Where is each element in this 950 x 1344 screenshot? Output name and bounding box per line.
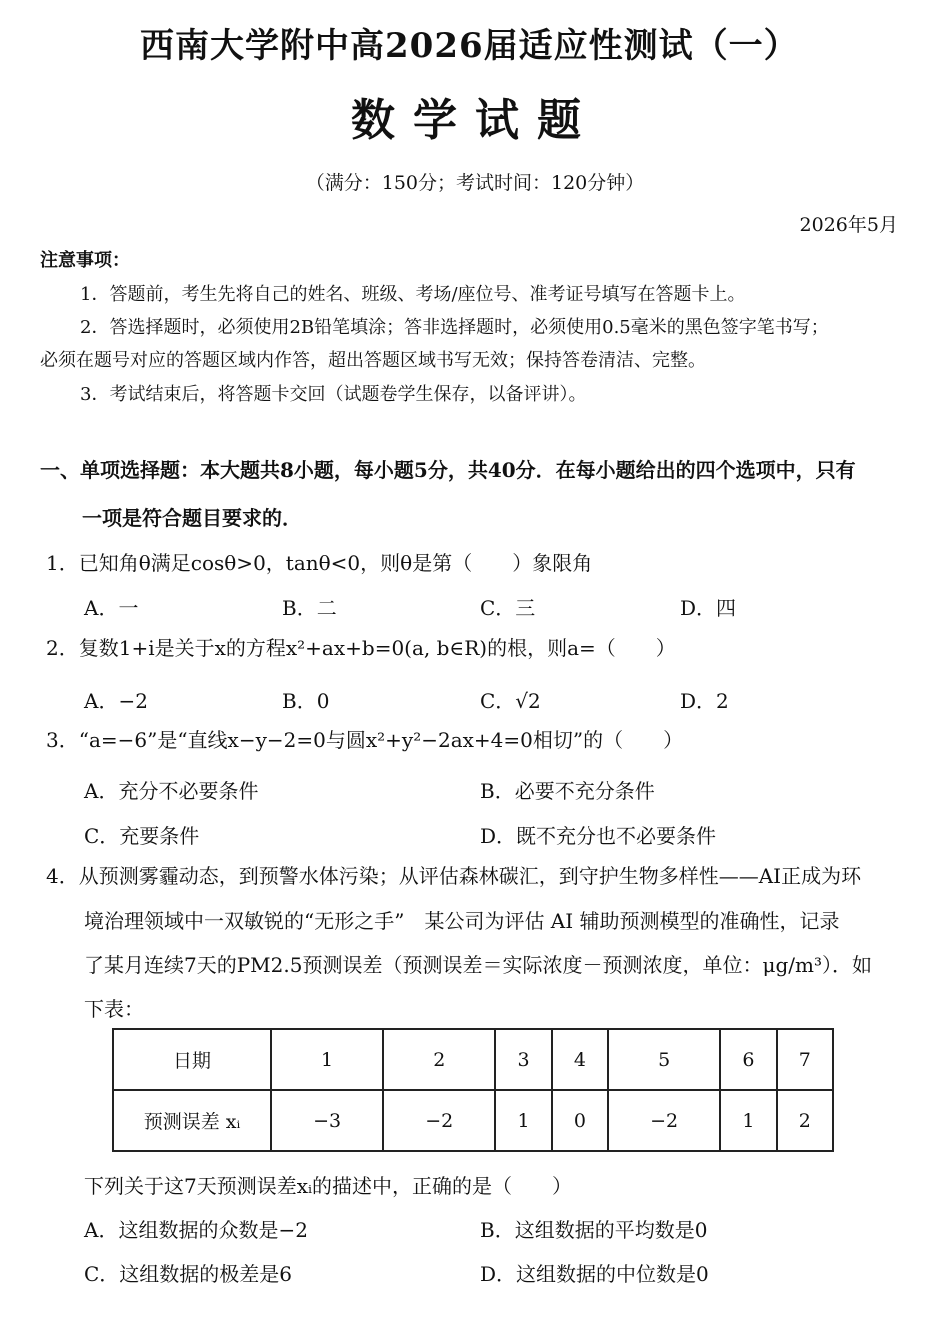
question-4-line-2: 境治理领域中一双敏锐的“无形之手” 某公司为评估 AI 辅助预测模型的准确性，记录 [84,909,840,933]
q4-option-d: D．这组数据的中位数是0 [480,1262,709,1286]
subject-title: 数学试题 [351,95,599,146]
table-row [113,1029,833,1090]
table-cell: −3 [271,1090,383,1151]
question-4-line-1: 4．从预测雾霾动态，到预警水体污染；从评估森林碳汇，到守护生物多样性——AI正成为环 [46,864,862,888]
q1-option-d: D．四 [680,596,737,620]
table-cell: 3 [495,1029,551,1090]
q3-option-d: D．既不充分也不必要条件 [480,824,717,848]
question-4-line-4: 下表： [84,997,144,1021]
table-cell: 1 [271,1029,383,1090]
q2-option-d: D．2 [680,689,729,713]
notice-item-3: 3．考试结束后，将答题卡交回（试题卷学生保存，以备评讲）。 [80,384,587,405]
q1-option-a: A．一 [84,596,139,620]
q3-option-b: B．必要不充分条件 [480,779,655,803]
table-cell: −2 [608,1090,720,1151]
q3-option-a: A．充分不必要条件 [84,779,259,803]
notice-item-2a: 2．答选择题时，必须使用2B铅笔填涂；答非选择题时，必须使用0.5毫米的黑色签字笔书写； [80,317,829,338]
table-cell: 4 [552,1029,608,1090]
exam-date: 2026年5月 [799,214,898,236]
question-4-line-3: 了某月连续7天的PM2.5预测误差（预测误差＝实际浓度－预测浓度，单位：μg/m³）．如 [84,953,872,977]
table-cell: 5 [608,1029,720,1090]
section-heading-line-1: 一、单项选择题：本大题共8小题，每小题5分，共40分．在每小题给出的四个选项中，只有 [40,458,856,482]
q1-option-c: C．三 [480,596,536,620]
section-heading-line-2: 一项是符合题目要求的． [82,506,302,530]
q4-option-b: B．这组数据的平均数是0 [480,1218,708,1242]
q2-option-a: A．−2 [84,689,148,713]
table-header-date: 日期 [113,1029,271,1090]
question-4-prompt: 下列关于这7天预测误差xᵢ的描述中，正确的是（ ） [84,1174,573,1198]
exam-meta: （满分：150分；考试时间：120分钟） [305,172,645,194]
table-cell: −2 [383,1090,495,1151]
q4-option-a: A．这组数据的众数是−2 [84,1218,308,1242]
table-cell: 0 [552,1090,608,1151]
q4-option-c: C．这组数据的极差是6 [84,1262,293,1286]
q3-option-c: C．充要条件 [84,824,200,848]
notice-item-2b: 必须在题号对应的答题区域内作答，超出答题区域书写无效；保持答卷清洁、完整。 [40,350,706,371]
question-3-stem: 3．“a=−6”是“直线x−y−2=0与圆x²+y²−2ax+4=0相切”的（ ） [46,728,684,752]
table-cell: 2 [383,1029,495,1090]
question-2-stem: 2．复数1+i是关于x的方程x²+ax+b=0(a, b∈R)的根，则a=（ ） [46,636,676,660]
q2-option-c: C．√2 [480,689,541,713]
table-cell: 7 [777,1029,833,1090]
q1-option-b: B．二 [282,596,337,620]
q2-option-b: B．0 [282,689,330,713]
prediction-error-table [112,1028,834,1152]
notice-title: 注意事项： [40,250,130,271]
table-header-error: 预测误差 xᵢ [113,1090,271,1151]
question-1-stem: 1．已知角θ满足cosθ>0，tanθ<0，则θ是第（ ）象限角 [46,551,593,575]
table-cell: 2 [777,1090,833,1151]
notice-item-1: 1．答题前，考生先将自己的姓名、班级、考场/座位号、准考证号填写在答题卡上。 [80,284,746,305]
table-row [113,1090,833,1151]
table-cell: 1 [720,1090,776,1151]
exam-title: 西南大学附中高2026届适应性测试（一） [140,26,799,66]
table-cell: 6 [720,1029,776,1090]
table-cell: 1 [495,1090,551,1151]
